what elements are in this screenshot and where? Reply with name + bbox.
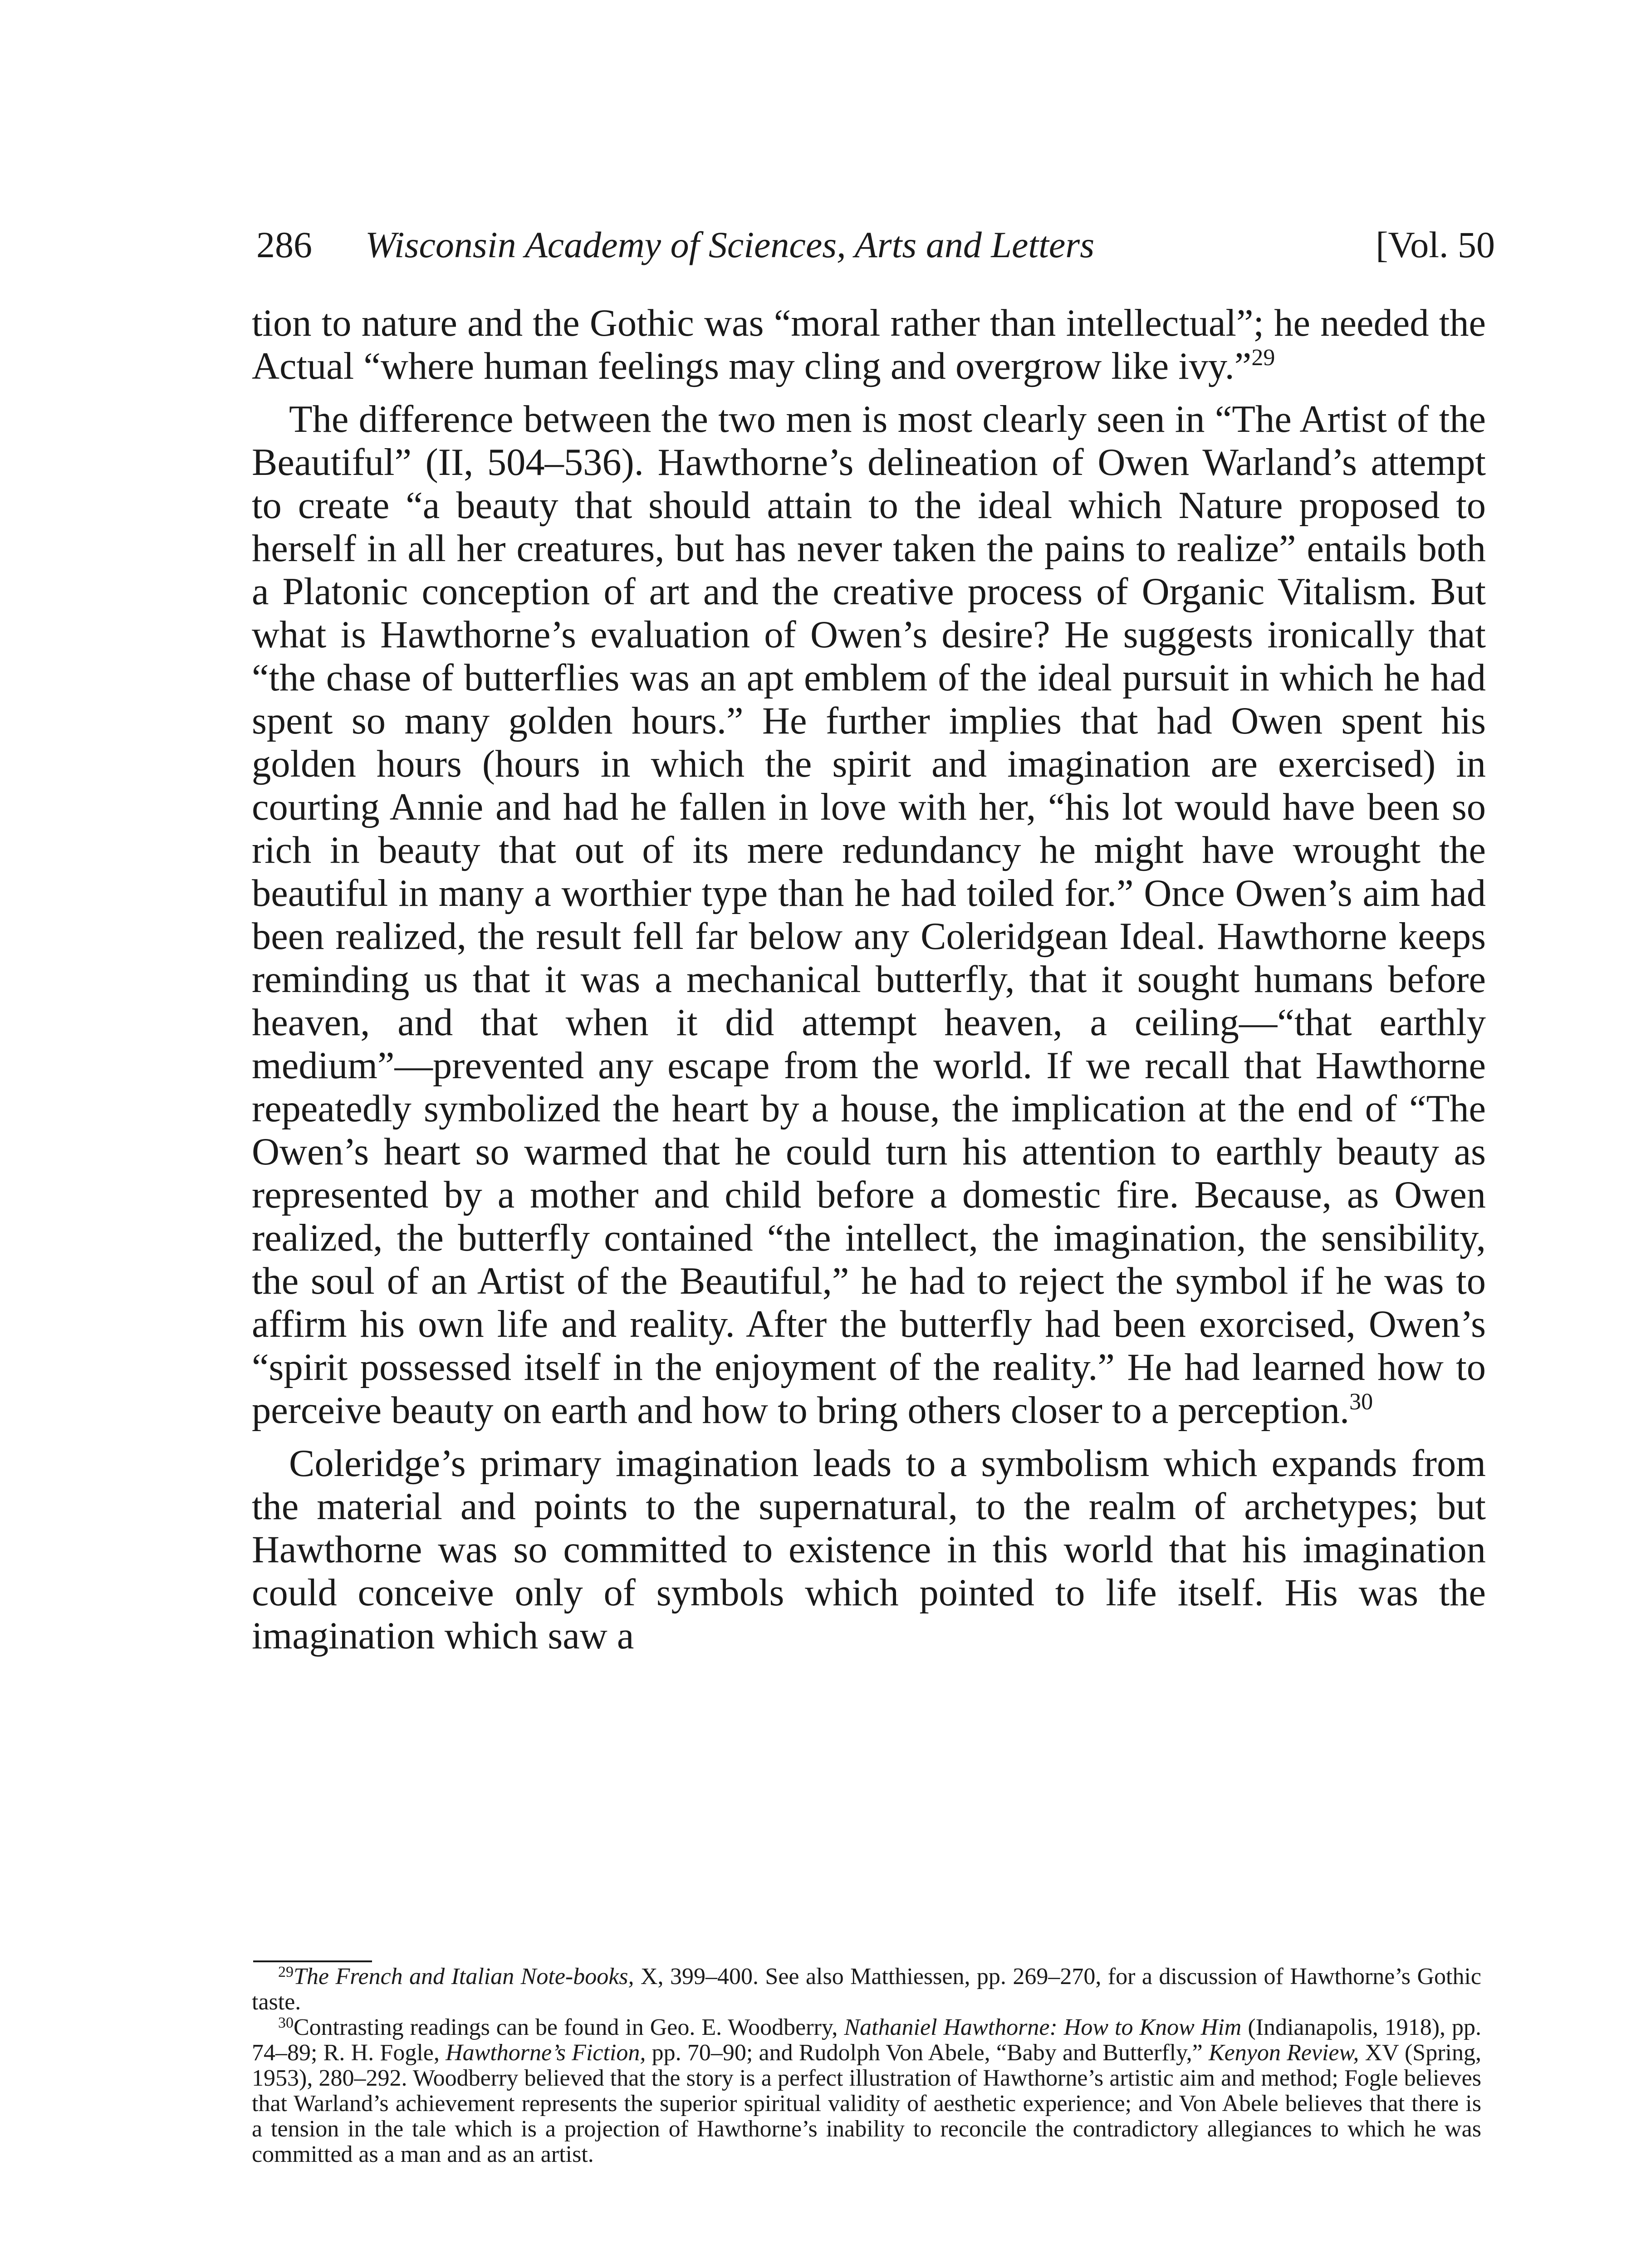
footnote-ref-29: 29 — [1251, 345, 1275, 371]
paragraph-2-text: The difference between the two men is most clearly seen in “The Artist of the Beautiful” (II, 504–536). Hawthorne’s delineation of Owen Warland’s attempt to create “a beauty that should attain to the ideal which Nature proposed to herself in all her creatures, but has never taken the pains to realize” entails both a Platonic conception of art and the creative process of Organic Vitalism. But what is Hawthorne’s evaluation of Owen’s desire? He suggests ironically that “the chase of butterflies was an apt emblem of the ideal pursuit in which he had spent so many golden hours.” He further implies that had Owen spent his golden hours (hours in which the spirit and imagination are exercised) in courting Annie and had he fallen in love with her, “his lot would have been so rich in beauty that out of its mere redundancy he might have wrought the beautiful in many a worthier type than he had toiled for.” Once Owen’s aim had been realized, the result fell far below any Coleridgean Ideal. Hawthorne keeps reminding us that it was a mechanical butterfly, that it sought humans before heaven, and that when it did attempt heaven, a ceiling—“that earthly medium”—prevented any escape from the world. If we recall that Hawthorne repeatedly symbolized the heart by a house, the implication at the end of “The Owen’s heart so warmed that he could turn his attention to earthly beauty as represented by a mother and child before a domestic fire. Because, as Owen realized, the butterfly contained “the intellect, the imagination, the sensibility, the soul of an Artist of the Beautiful,” he had to reject the symbol if he was to affirm his own life and reality. After the butterfly had been exorcised, Owen’s “spirit possessed itself in the enjoyment of the reality.” He had learned how to perceive beauty on earth and how to bring others closer to a perception. — [252, 398, 1486, 1432]
footnote-30-text-3: pp. 70–90; and Rudolph Von Abele, “Baby and Butterfly,” — [646, 2040, 1209, 2066]
footnote-30-text-1: Contrasting readings can be found in Geo. E. Woodberry, — [294, 2014, 844, 2040]
paragraph-1 — [252, 302, 1486, 388]
footnote-30-text-4: XV (Spring, 1953), 280–292. Woodberry believed that the story is a perfect illustration of Hawthorne’s artistic aim and method; Fogle believes that Warland’s achievement represents the superior spiritual validity of aesthetic experience; and Von Abele believes that there is a tension in the tale which is a projection of Hawthorne’s inability to reconcile the contradictory allegiances to which he was committed as a man and as an artist. — [252, 2040, 1481, 2167]
footnote-30 — [252, 2015, 1481, 2167]
footnote-30-title-3: Kenyon Review, — [1208, 2040, 1359, 2066]
body-text — [252, 302, 1486, 1667]
footnote-30-text-2: (Indianapolis, 1918), pp. 74–89; R. H. Fogle, — [252, 2014, 1482, 2066]
footnote-rule — [253, 1960, 372, 1962]
footnote-30-number: 30 — [278, 2014, 294, 2031]
footnote-29-number: 29 — [278, 1964, 294, 1980]
footnote-30-title-2: Hawthorne’s Fiction, — [446, 2040, 646, 2066]
volume-label: [Vol. 50 — [1376, 224, 1495, 265]
page-number: 286 — [256, 224, 312, 265]
footnote-29-text: X, 399–400. See also Matthiessen, pp. 269–270, for a discussion of Hawthorne’s Gothic taste. — [252, 1964, 1482, 2015]
paragraph-1-text: tion to nature and the Gothic was “moral rather than intellectual”; he needed the Actual “where human feelings may cling and overgrow like ivy.” — [252, 302, 1486, 387]
footnote-29-title: The French and Italian Note-books, — [294, 1964, 634, 1989]
running-head — [256, 218, 1495, 272]
paragraph-2 — [252, 398, 1486, 1432]
footnote-30-title-1: Nathaniel Hawthorne: How to Know Him — [844, 2014, 1242, 2040]
journal-title: Wisconsin Academy of Sciences, Arts and Letters — [365, 224, 1095, 265]
footnotes — [252, 1964, 1481, 2167]
footnote-29 — [252, 1964, 1481, 2015]
paragraph-3: Coleridge’s primary imagination leads to a symbolism which expands from the material and points to the supernatural, to the realm of archetypes; but Hawthorne was so committed to existence in this world that his imagination could conceive only of symbols which pointed to life itself. His was the imagination which saw a — [252, 1442, 1486, 1657]
footnote-ref-30: 30 — [1349, 1389, 1373, 1415]
